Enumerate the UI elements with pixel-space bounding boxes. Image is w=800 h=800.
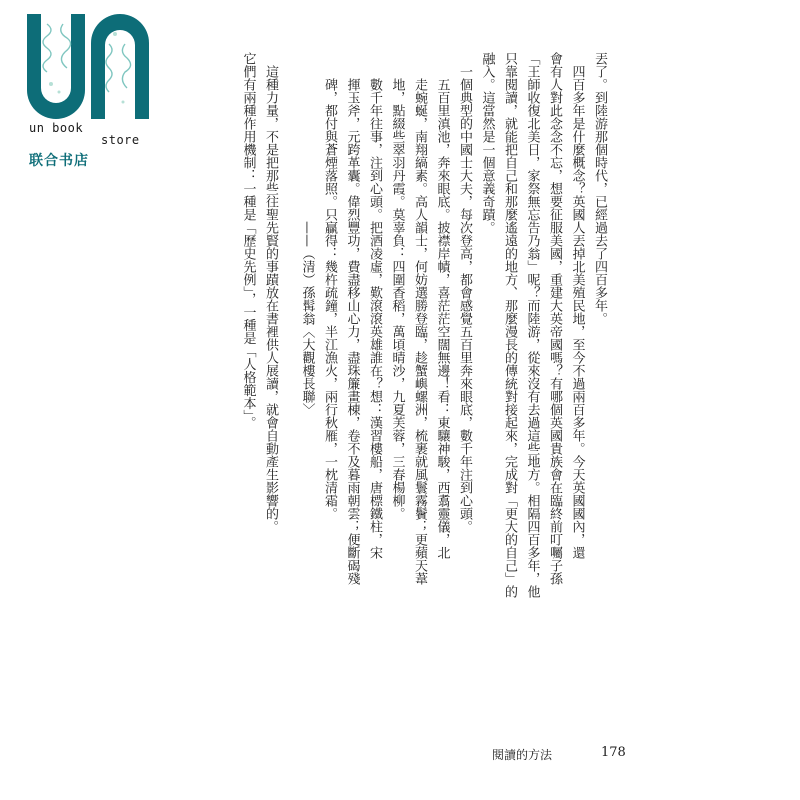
quote-column: 碑，都付與蒼煙落照。只贏得：幾杵疏鐘，半江漁火，兩行秋雁，一枕清霜。 xyxy=(322,78,337,520)
quote-column: 揮玉斧，元跨革囊。偉烈豐功，費盡移山心力，盡珠簾畫棟，卷不及暮雨朝雲；便斷碣殘 xyxy=(344,78,360,585)
text-column: 會有人對此念念不忘，想要征服美國，重建大英帝國嗎？有哪個英國貴族會在臨終前叮囑子孫 xyxy=(547,52,562,585)
logo-store-text xyxy=(29,122,179,146)
text-column: 四百多年是什麼概念？英國人丟掉北美殖民地，至今不過兩百多年。今天英國國內，還 xyxy=(569,65,585,559)
quote-column: 五百里滇池，奔來眼底。披襟岸幘，喜茫茫空闊無邊！看：東驤神駿，西翥靈儀，北 xyxy=(434,78,450,559)
store-logo xyxy=(27,12,177,169)
quote-column: 地，點綴些翠羽丹霞。莫辜負：四圍香稻，萬頃晴沙，九夏芙蓉，三春楊柳。 xyxy=(389,78,405,520)
text-column: 只靠閱讀，就能把自己和那麼遙遠的地方、那麼漫長的傳統對接起來，完成對「更大的自己」的 xyxy=(502,52,517,598)
quote-attribution: ——（清）孫髯翁〈大觀樓長聯〉 xyxy=(299,221,315,416)
vertical-text-body xyxy=(236,52,610,692)
book-title-footer: 閱讀的方法 xyxy=(492,748,553,762)
text-column: 一個典型的中國士大夫，每次登高，都會感覺五百里奔來眼底，數千年注到心頭。 xyxy=(457,65,472,533)
logo-chinese-name: 联合书店 xyxy=(29,153,89,169)
logo-store-line1: un book xyxy=(29,121,84,135)
page-number: 178 xyxy=(601,745,626,760)
text-column: 這種力量，不是把那些往聖先賢的事蹟放在書裡供人展讀，就會自動產生影響的。 xyxy=(263,65,278,533)
quote-column: 走蜿蜒，南翔縞素。高人韻士，何妨選勝登臨，趁蟹嶼螺洲，梳裹就風鬟霧鬢；更蘋天葦 xyxy=(412,78,427,585)
logo-store-line2: store xyxy=(101,133,140,147)
logo-pattern-icon xyxy=(27,14,149,119)
text-column: 丟了。到陸游那個時代，已經過去了四百多年。 xyxy=(592,52,607,325)
text-column: 「王師收復北美日，家祭無忘告乃翁」呢？而陸游，從來沒有去過這些地方。相隔四百多年，他 xyxy=(524,52,540,598)
text-column: 它們有兩種作用機制：一種是「歷史先例」，一種是「人格範本」。 xyxy=(240,52,256,429)
quote-column: 數千年往事，注到心頭。把酒凌虛，歎滾滾英雄誰在？想：漢習樓船，唐標鐵柱，宋 xyxy=(367,78,382,559)
text-column: 融入。這當然是一個意義奇蹟。 xyxy=(479,52,495,234)
